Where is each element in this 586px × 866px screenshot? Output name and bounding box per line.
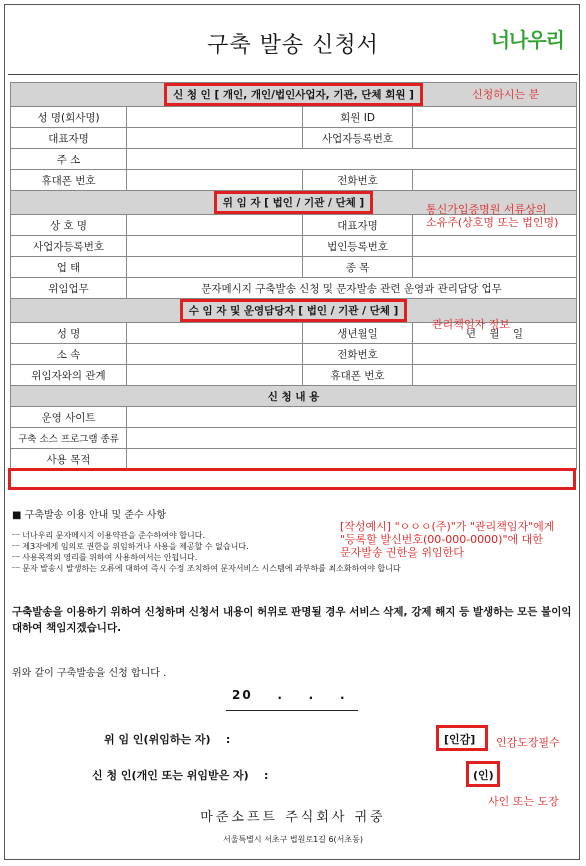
- delegator-signature-label: 위 임 인(위임하는 자) :: [104, 733, 231, 746]
- field-mobile[interactable]: [127, 170, 303, 191]
- apply-statement: 위와 같이 구축발송을 신청 합니다 .: [12, 668, 167, 679]
- seal-placeholder[interactable]: [인감]: [444, 733, 476, 746]
- label-relation: 위임자와의 관계: [11, 365, 127, 386]
- field-source-program[interactable]: [127, 428, 577, 449]
- label-mobile: 휴대폰 번호: [11, 170, 127, 191]
- label-ceo: 대표자명: [11, 128, 127, 149]
- date-underline: [226, 710, 358, 711]
- date-field[interactable]: 20 . . .: [232, 688, 347, 702]
- example-line-2: "등록할 발신번호(00-000-0000)"에 대한: [340, 533, 543, 546]
- recipient-company: 마준소프트 주식회사 귀중: [200, 810, 386, 825]
- label-address: 주 소: [11, 149, 127, 170]
- field-name[interactable]: [127, 107, 303, 128]
- label-delegate-name: 성 명: [11, 323, 127, 344]
- field-biz-number[interactable]: [413, 128, 577, 149]
- annotation-sign: 사인 또는 도장: [488, 795, 559, 808]
- purpose-highlight-box: [8, 468, 576, 490]
- field-address[interactable]: [127, 149, 577, 170]
- label-delegator-ceo: 대표자명: [303, 215, 413, 236]
- label-site: 운영 사이트: [11, 407, 127, 428]
- label-biz-number: 사업자등록번호: [303, 128, 413, 149]
- label-source-program: 구축 소스 프로그램 종류: [11, 428, 127, 449]
- company-address: 서울특별시 서초구 법원로1길 6(서초동): [223, 835, 363, 844]
- label-business-type: 업 태: [11, 257, 127, 278]
- page-title: 구축 발송 신청서: [207, 33, 379, 58]
- field-ceo[interactable]: [127, 128, 303, 149]
- field-phone[interactable]: [413, 170, 577, 191]
- label-business-item: 종 목: [303, 257, 413, 278]
- example-line-3: 문자발송 권한을 위임한다: [340, 546, 464, 559]
- field-business-type[interactable]: [127, 257, 303, 278]
- label-name: 성 명(회사명): [11, 107, 127, 128]
- field-company-name[interactable]: [127, 215, 303, 236]
- notice-title: ■ 구축발송 이용 안내 및 준수 사항: [12, 510, 167, 521]
- field-delegate-phone[interactable]: [413, 344, 577, 365]
- label-company-name: 상 호 명: [11, 215, 127, 236]
- label-corp-number: 법인등록번호: [303, 236, 413, 257]
- annotation-delegate: 관리책임자 정보: [432, 318, 510, 331]
- field-delegate-name[interactable]: [127, 323, 303, 344]
- label-phone: 전화번호: [303, 170, 413, 191]
- label-delegate-phone: 전화번호: [303, 344, 413, 365]
- field-corp-number[interactable]: [413, 236, 577, 257]
- label-delegate-mobile: 휴대폰 번호: [303, 365, 413, 386]
- label-delegator-biz-number: 사업자등록번호: [11, 236, 127, 257]
- annotation-delegator-1: 통신가입증명원 서류상의: [426, 203, 547, 216]
- annotation-applicant: 신청하시는 분: [472, 88, 540, 101]
- notice-item: ㅡ 제3자에게 임의로 권한을 위임하거나 사용을 제공할 수 없습니다.: [12, 542, 249, 551]
- field-business-item[interactable]: [413, 257, 577, 278]
- divider: [8, 74, 578, 75]
- field-delegator-biz-number[interactable]: [127, 236, 303, 257]
- label-task: 위임업무: [11, 278, 127, 299]
- field-relation[interactable]: [127, 365, 303, 386]
- liability-statement: 구축발송을 이용하기 위하여 신청하며 신청서 내용이 허위로 판명될 경우 서비스 삭제, 강제 해지 등 발생하는 모든 불이익 대하여 책임지겠습니다.: [12, 606, 572, 634]
- application-form: [10, 82, 577, 470]
- annotation-delegator-2: 소유주(상호명 또는 법인명): [426, 216, 559, 229]
- section-delegator-title: 위 임 자 [ 법인 / 기관 / 단체 ]: [214, 191, 373, 214]
- task-value: 문자메시지 구축발송 신청 및 문자발송 관련 운영과 관리담당 업무: [127, 278, 577, 299]
- annotation-seal: 인감도장필수: [496, 736, 560, 749]
- field-delegate-mobile[interactable]: [413, 365, 577, 386]
- section-applicant-title: 신 청 인 [ 개인, 개인/법인사업자, 기관, 단체 회원 ]: [164, 83, 423, 106]
- field-site[interactable]: [127, 407, 577, 428]
- notice-item: ㅡ 사용목적외 영리를 위하여 사용하여서는 안됩니다.: [12, 553, 198, 562]
- sign-placeholder[interactable]: (인): [473, 769, 494, 782]
- label-affiliation: 소 속: [11, 344, 127, 365]
- section-delegate-title: 수 임 자 및 운영담당자 [ 법인 / 기관 / 단체 ]: [180, 299, 408, 322]
- example-line-1: [작성예시] "ㅇㅇㅇ(주)"가 "관리책임자"에게: [340, 520, 555, 533]
- field-member-id[interactable]: [413, 107, 577, 128]
- field-purpose[interactable]: [127, 449, 577, 470]
- field-affiliation[interactable]: [127, 344, 303, 365]
- applicant-signature-label: 신 청 인(개인 또는 위임받은 자) :: [92, 769, 269, 782]
- section-application: 신 청 내 용: [11, 386, 577, 407]
- label-member-id: 회원 ID: [303, 107, 413, 128]
- notice-item: ㅡ 너나우리 문자메시지 이용약관을 준수하여야 합니다.: [12, 531, 205, 540]
- field-birthdate[interactable]: 년 월 일: [413, 323, 577, 344]
- label-birthdate: 생년월일: [303, 323, 413, 344]
- label-purpose: 사용 목적: [11, 449, 127, 470]
- brand-logo: 너나우리: [490, 28, 564, 52]
- notice-item: ㅡ 문자 발송시 발생하는 오류에 대하여 즉시 수정 조치하여 문자서비스 시스템에 과부하를 최소화하여야 합니다: [12, 564, 401, 573]
